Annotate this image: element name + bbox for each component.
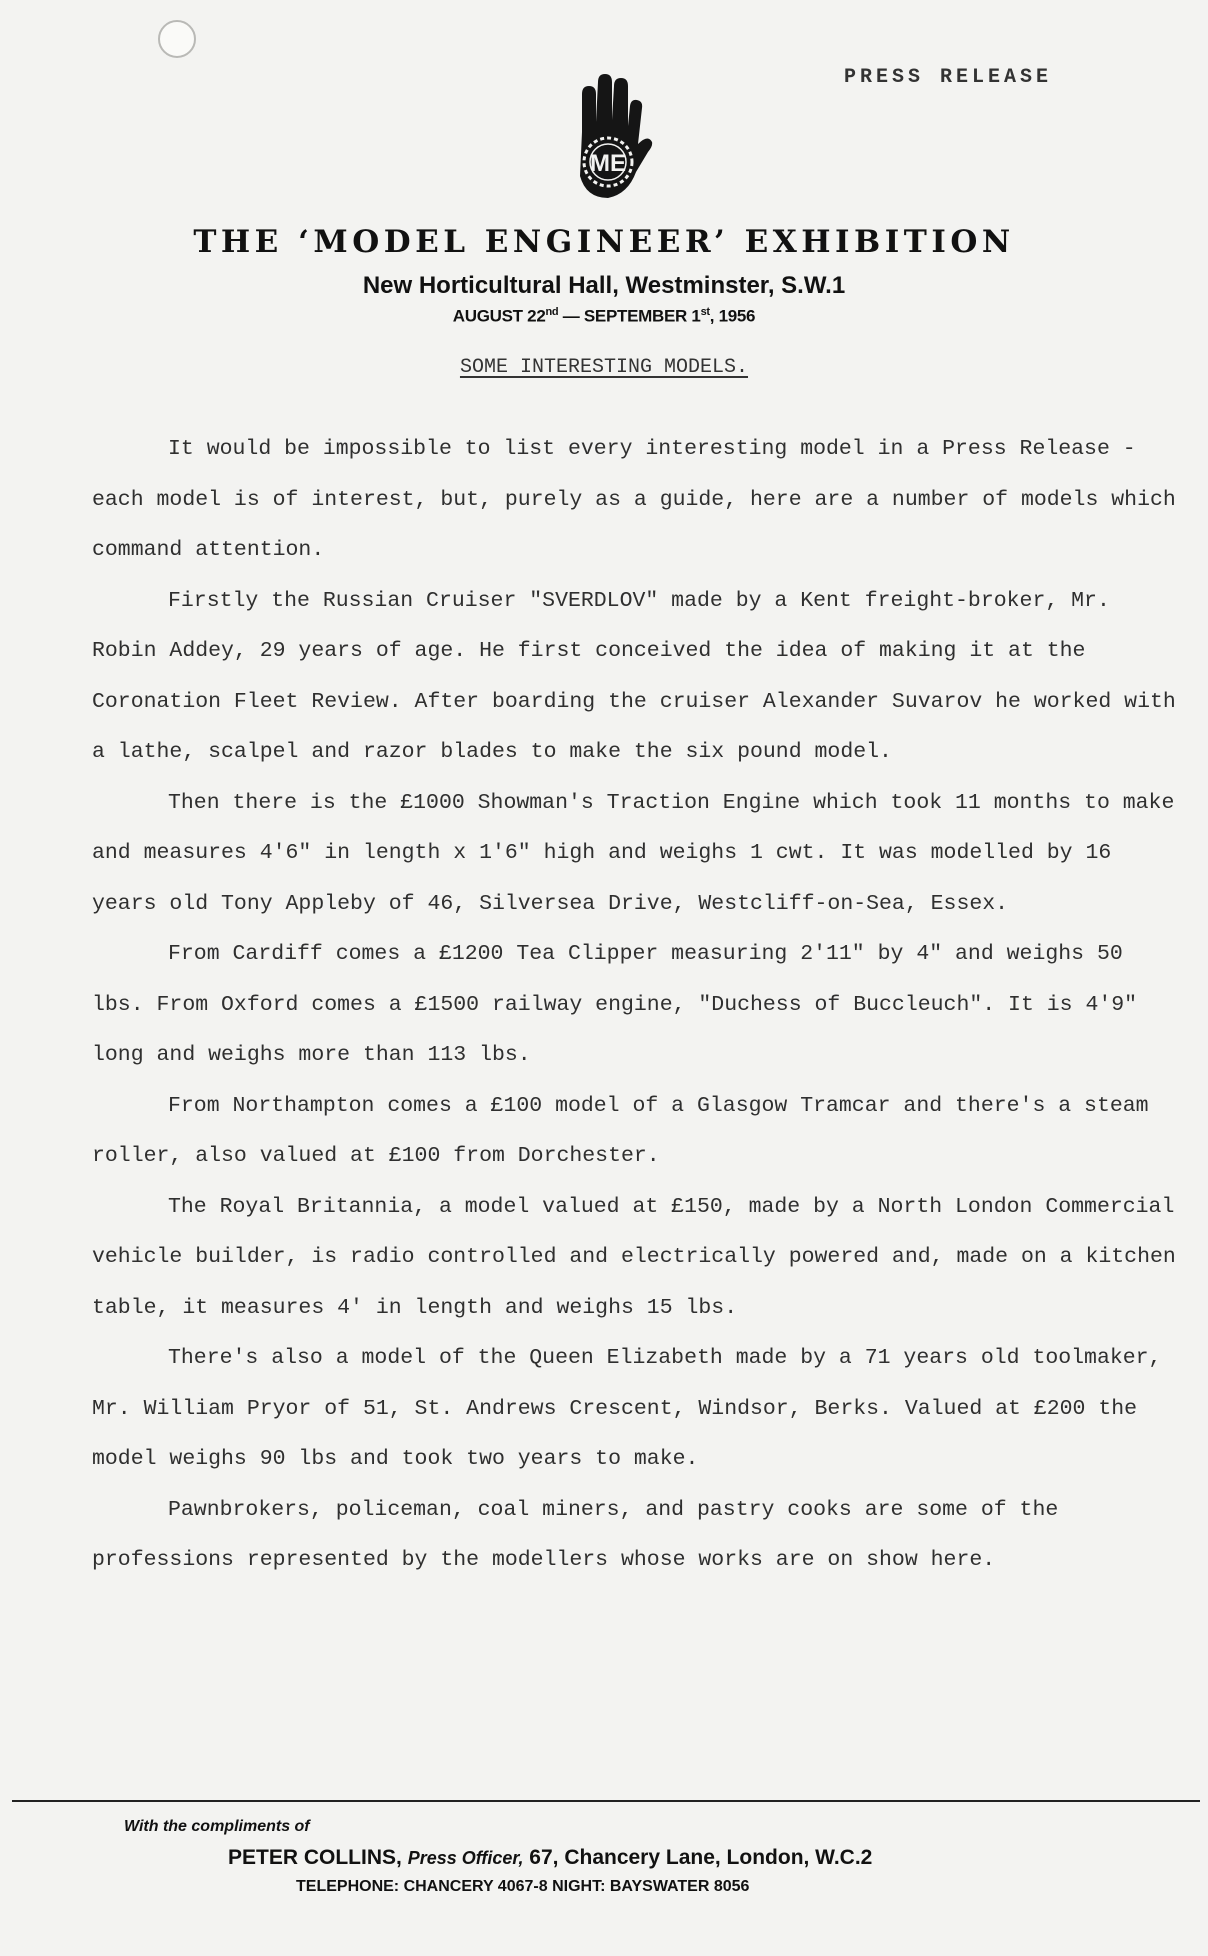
press-release-label: PRESS RELEASE [843, 66, 1052, 89]
paragraph: Pawnbrokers, policeman, coal miners, and pastry cooks are some of the professions represented by the modellers whose works are on show here. [92, 1497, 1059, 1572]
logo-text: ME [590, 150, 626, 177]
exhibition-title: THE ‘MODEL ENGINEER’ EXHIBITION [193, 224, 1015, 260]
compliments-line: With the compliments of [124, 1818, 310, 1835]
paragraph: There's also a model of the Queen Elizabeth made by a 71 years old toolmaker, Mr. William Pryor of 51, St. Andrews Crescent, Windsor, Berks. Valued at £200 the model weighs 90 lbs and took two years to make. [92, 1346, 1162, 1471]
venue: New Horticultural Hall, Westminster, S.W.1 [362, 272, 846, 299]
section-heading: SOME INTERESTING MODELS. [459, 356, 749, 379]
paragraph: It would be impossible to list every interesting model in a Press Release - each model is of interest, but, purely as a guide, here are a number of models which command attention. [92, 437, 1176, 562]
telephone-line: TELEPHONE: CHANCERY 4067-8 NIGHT: BAYSWATER 8056 [296, 1878, 750, 1895]
paragraph: From Cardiff comes a £1200 Tea Clipper measuring 2'11" by 4" and weighs 50 lbs. From Oxford comes a £1500 railway engine, "Duchess of Buccleuch". It is 4'9" long and weighs more than 113 lbs. [92, 942, 1138, 1067]
paragraph: From Northampton comes a £100 model of a Glasgow Tramcar and there's a steam roller, also valued at £100 from Dorchester. [92, 1093, 1149, 1168]
exhibition-dates: AUGUST 22nd — SEPTEMBER 1st, 1956 [452, 306, 756, 326]
punch-hole [158, 20, 196, 58]
paragraph: The Royal Britannia, a model valued at £150, made by a North London Commercial vehicle builder, is radio controlled and electrically powered and, made on a kitchen table, it measures 4' in length and weighs 15 lbs. [92, 1194, 1176, 1320]
hand-logo-icon [562, 72, 654, 212]
paragraph: Firstly the Russian Cruiser "SVERDLOV" made by a Kent freight-broker, Mr. Robin Addey, 29 years of age. He first conceived the idea of making it at the Coronation Fleet Review. After boarding the cruiser Alexander Suvarov he worked with a lathe, scalpel and razor blades to make the six pound model. [92, 588, 1176, 764]
paragraph: Then there is the £1000 Showman's Traction Engine which took 11 months to make and measures 4'6" in length x 1'6" high and weighs 1 cwt. It was modelled by 16 years old Tony Appleby of 46, Silversea Drive, Westcliff-on-Sea, Essex. [92, 790, 1175, 916]
press-officer-line: PETER COLLINS, Press Officer, 67, Chancery Lane, London, W.C.2 [228, 1846, 873, 1869]
release-body [92, 424, 1182, 1586]
footer-divider [12, 1800, 1200, 1802]
